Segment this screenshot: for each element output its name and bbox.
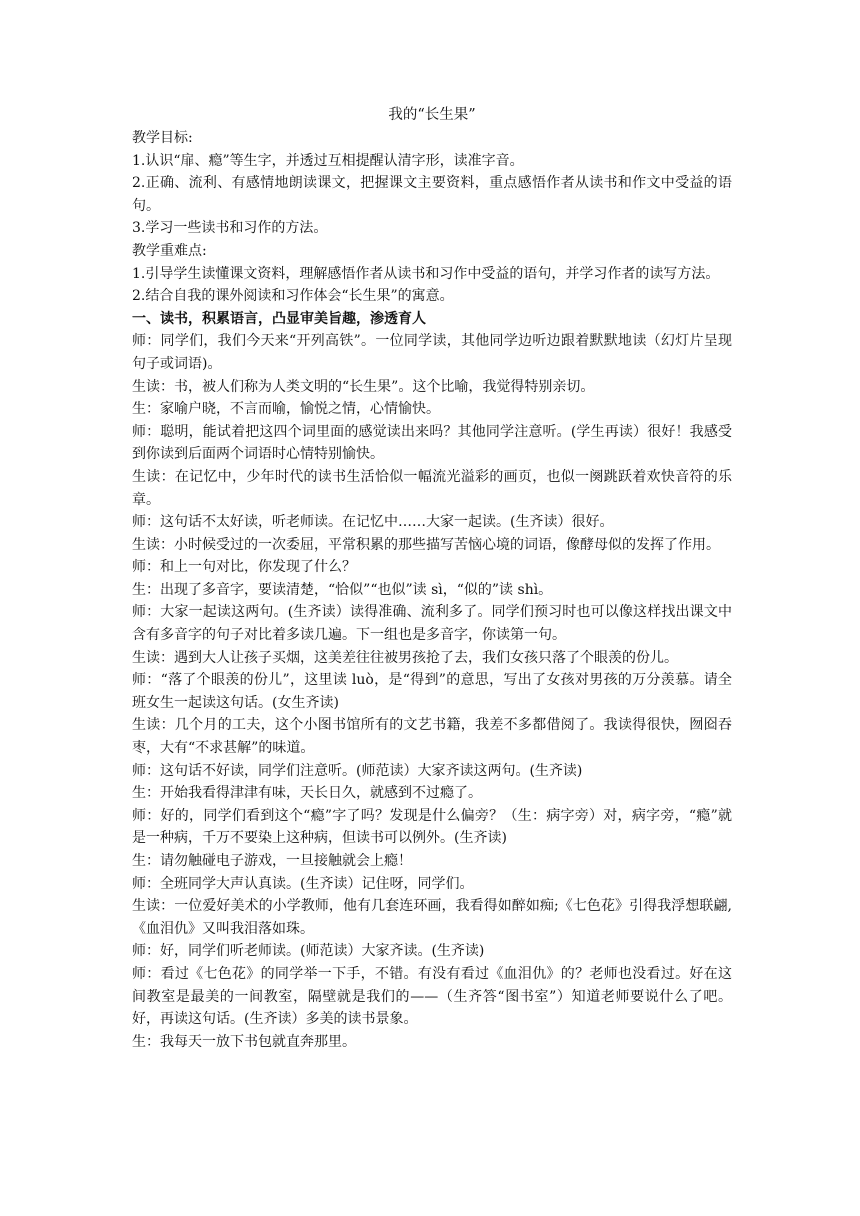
paragraph: 师：这句话不好读，同学们注意听。(师范读）大家齐读这两句。(生齐读)	[132, 762, 583, 779]
paragraph: 生读：几个月的工夫，这个小图书馆所有的文艺书籍，我差不多都借阅了。我读得很快，囫囵吞枣，大有“不求甚解”的味道。	[132, 717, 732, 757]
paragraph: 教学重难点:	[132, 242, 207, 259]
paragraph: 师：同学们，我们今天来“开列高铁”。一位同学读，其他同学边听边跟着默默地读（幻灯片呈现句子或词语)。	[132, 333, 732, 372]
paragraph: 师：聪明，能试着把这四个词里面的感觉读出来吗？其他同学注意听。(学生再读）很好！我感受到你读到后面两个词语时心情特别愉快。	[132, 423, 732, 463]
paragraph: 生：开始我看得津津有味，天长日久，就感到不过瘾了。	[132, 785, 482, 802]
section-heading: 一、读书，积累语言，凸显审美旨趣，渗透育人	[132, 310, 426, 327]
paragraph: 师：全班同学大声认真读。(生齐读）记住呀，同学们。	[132, 875, 474, 892]
paragraph: 生读：遇到大人让孩子买烟，这美差往往被男孩抢了去，我们女孩只落了个眼羡的份儿。	[132, 649, 678, 666]
paragraph: 师：大家一起读这两句。(生齐读）读得准确、流利多了。同学们预习时也可以像这样找出课文中含有多音字的句子对比着多读几遍。下一组也是多音字，你读第一句。	[132, 604, 732, 644]
paragraph: 师：看过《七色花》的同学举一下手，不错。有没有看过《血泪仇》的？老师也没看过。好在这间教室是最美的一间教室，隔壁就是我们的——（生齐答“图书室”）知道老师要说什么了吧。好，再读这句话。(生齐读）多美的读书景象。	[132, 965, 732, 1028]
paragraph: 生读：小时候受过的一次委屈，平常积累的那些描写苦恼心境的词语，像酵母似的发挥了作用。	[132, 536, 720, 553]
paragraph: 2.结合自我的课外阅读和习作体会“长生果”的寓意。	[132, 288, 454, 305]
paragraph: 1.认识“扉、瘾”等生字，并透过互相提醒认清字形，读准字音。	[132, 152, 524, 169]
paragraph: 生：我每天一放下书包就直奔那里。	[132, 1033, 356, 1050]
document-page	[132, 104, 732, 1053]
paragraph: 3.学习一些读书和习作的方法。	[132, 220, 328, 237]
paragraph: 生读：在记忆中，少年时代的读书生活恰似一幅流光溢彩的画页，也似一阕跳跃着欢快音符的乐章。	[132, 468, 732, 508]
paragraph: 师：这句话不太好读，听老师读。在记忆中……大家一起读。(生齐读）很好。	[132, 514, 614, 531]
paragraph: 师：和上一句对比，你发现了什么？	[132, 559, 356, 576]
paragraph: 生读：书，被人们称为人类文明的“长生果”。这个比喻，我觉得特别亲切。	[132, 378, 595, 395]
paragraph: 2.正确、流利、有感情地朗读课文，把握课文主要资料，重点感悟作者从读书和作文中受益的语句。	[132, 175, 732, 214]
paragraph: 师：好的，同学们看到这个“瘾”字了吗？发现是什么偏旁？（生：病字旁）对，病字旁，“瘾”就是一种病，千万不要染上这种病，但读书可以例外。(生齐读)	[132, 807, 732, 847]
paragraph: 生：出现了多音字，要读清楚，“恰似”“也似”读 sì，“似的”读 shì。	[132, 581, 553, 598]
paragraph: 生：请勿触碰电子游戏，一旦接触就会上瘾！	[132, 853, 412, 869]
document-title: 我的“长生果”	[388, 107, 476, 123]
document-body	[132, 127, 732, 1053]
paragraph: 师：“落了个眼羡的份儿”，这里读 luò，是“得到”的意思，写出了女孩对男孩的万分羡慕。请全班女生一起读这句话。(女生齐读)	[132, 672, 732, 711]
paragraph: 1.引导学生读懂课文资料，理解感悟作者从读书和习作中受益的语句，并学习作者的读写方法。	[132, 265, 720, 282]
paragraph: 师：好，同学们听老师读。(师范读）大家齐读。(生齐读)	[132, 943, 485, 960]
paragraph: 生读：一位爱好美术的小学教师，他有几套连环画，我看得如醉如痴;《七色花》引得我浮想联翩,《血泪仇》又叫我泪落如珠。	[132, 898, 732, 937]
paragraph: 教学目标:	[132, 130, 193, 146]
paragraph: 生：家喻户晓，不言而喻，愉悦之情，心情愉快。	[132, 401, 440, 418]
